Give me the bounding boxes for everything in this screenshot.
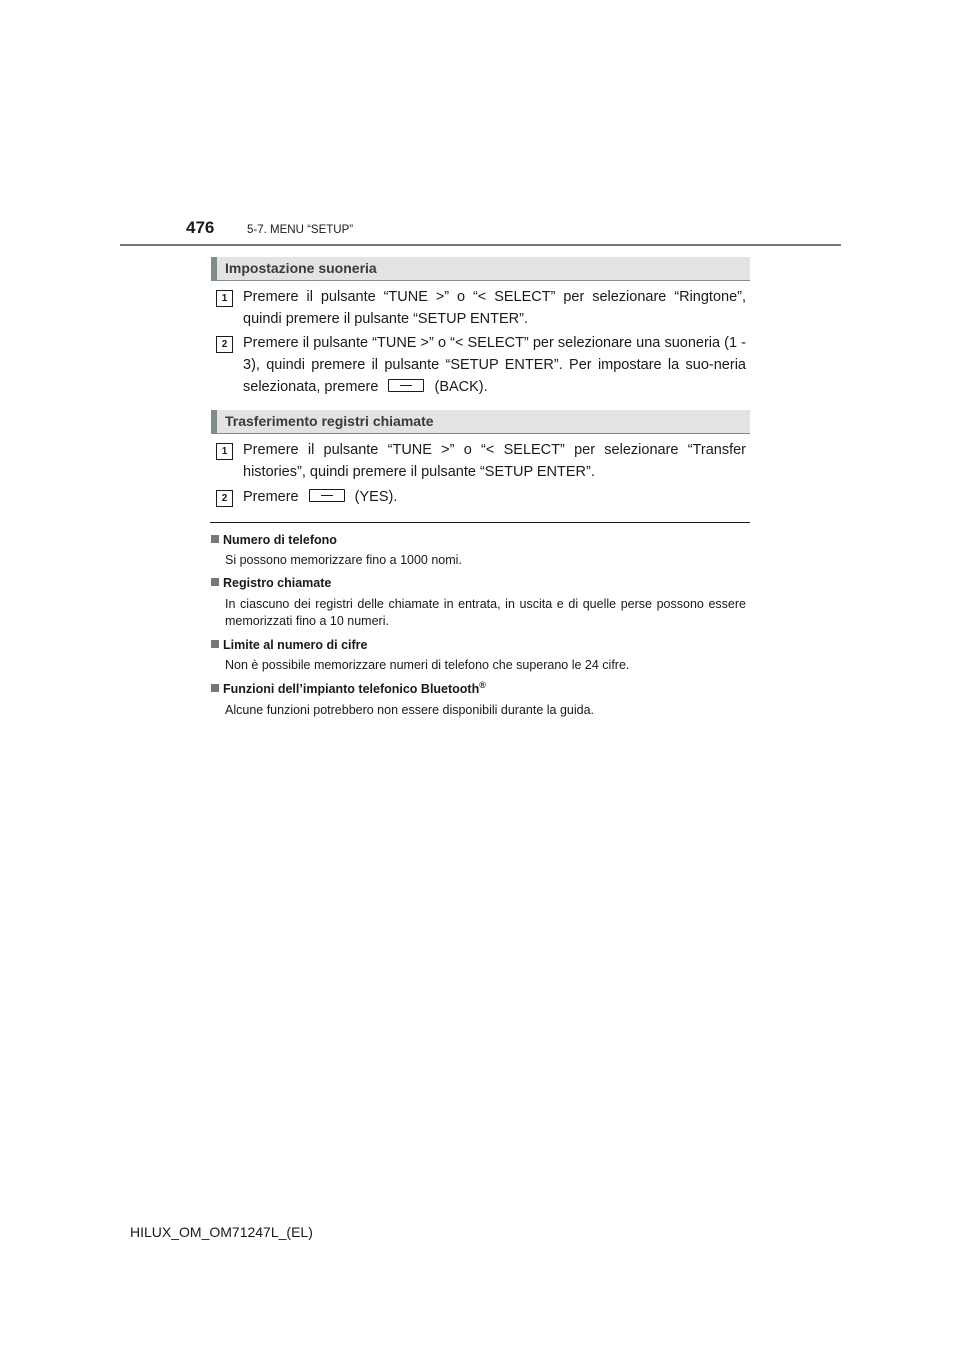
bullet-square-icon [211, 684, 219, 692]
header-divider [120, 244, 841, 246]
note-title: Numero di telefono [211, 533, 337, 547]
yes-button-icon [309, 489, 345, 502]
bullet-square-icon [211, 578, 219, 586]
step-item [216, 486, 746, 510]
note-title: Funzioni dell’impianto telefonico Bluetooth® [211, 680, 486, 696]
bullet-square-icon [211, 640, 219, 648]
registered-mark: ® [479, 680, 486, 690]
step-text-after: (YES). [354, 489, 398, 505]
document-code: HILUX_OM_OM71247L_(EL) [130, 1224, 313, 1240]
step-item [216, 332, 746, 400]
note-body: In ciascuno dei registri delle chiamate in entrata, in uscita e di quelle perse possono essere memorizzati fino a 10 numeri. [225, 597, 746, 628]
section-heading-transfer-histories [211, 410, 750, 434]
notes-divider [210, 522, 750, 523]
step-text: Premere il pulsante “TUNE >” o “< SELECT” per selezionare “Transfer histories”, quindi premere il pulsante “SETUP ENTER”. [243, 442, 746, 480]
step-text: Premere il pulsante “TUNE >” o “< SELECT” per selezionare “Ringtone”, quindi premere il pulsante “SETUP ENTER”. [243, 289, 746, 327]
note-body: Non è possibile memorizzare numeri di telefono che superano le 24 cifre. [225, 658, 630, 672]
section-accent [211, 410, 217, 434]
note-body: Alcune funzioni potrebbero non essere disponibili durante la guida. [225, 703, 595, 717]
page-number: 476 [186, 218, 215, 237]
section-accent [211, 257, 217, 281]
step-item [216, 286, 746, 332]
chapter-title: 5-7. MENU “SETUP” [247, 224, 354, 236]
page-header [0, 0, 960, 250]
step-item [216, 439, 746, 485]
section-title: Trasferimento registri chiamate [225, 413, 434, 429]
step-number: 2 [216, 490, 233, 507]
step-text-before: Premere [243, 489, 299, 505]
step-text [243, 486, 746, 508]
bullet-square-icon [211, 535, 219, 543]
note-body: Si possono memorizzare fino a 1000 nomi. [225, 553, 462, 567]
note-title: Limite al numero di cifre [211, 638, 367, 652]
step-text [243, 332, 746, 398]
section-title: Impostazione suoneria [225, 260, 377, 276]
step-number: 1 [216, 290, 233, 307]
step-number: 1 [216, 443, 233, 460]
step-text-after: (BACK). [434, 379, 488, 395]
step-number: 2 [216, 336, 233, 353]
section-heading-ringtone [211, 257, 750, 281]
step-text-before: Premere il pulsante “TUNE >” o “< SELECT” per selezionare una suoneria (1 - 3), quindi premere il pulsante “SETUP ENTER”. Per impostare la suo-neria selezionata, premere [243, 335, 746, 395]
note-title: Registro chiamate [211, 576, 331, 590]
back-button-icon [388, 379, 424, 392]
